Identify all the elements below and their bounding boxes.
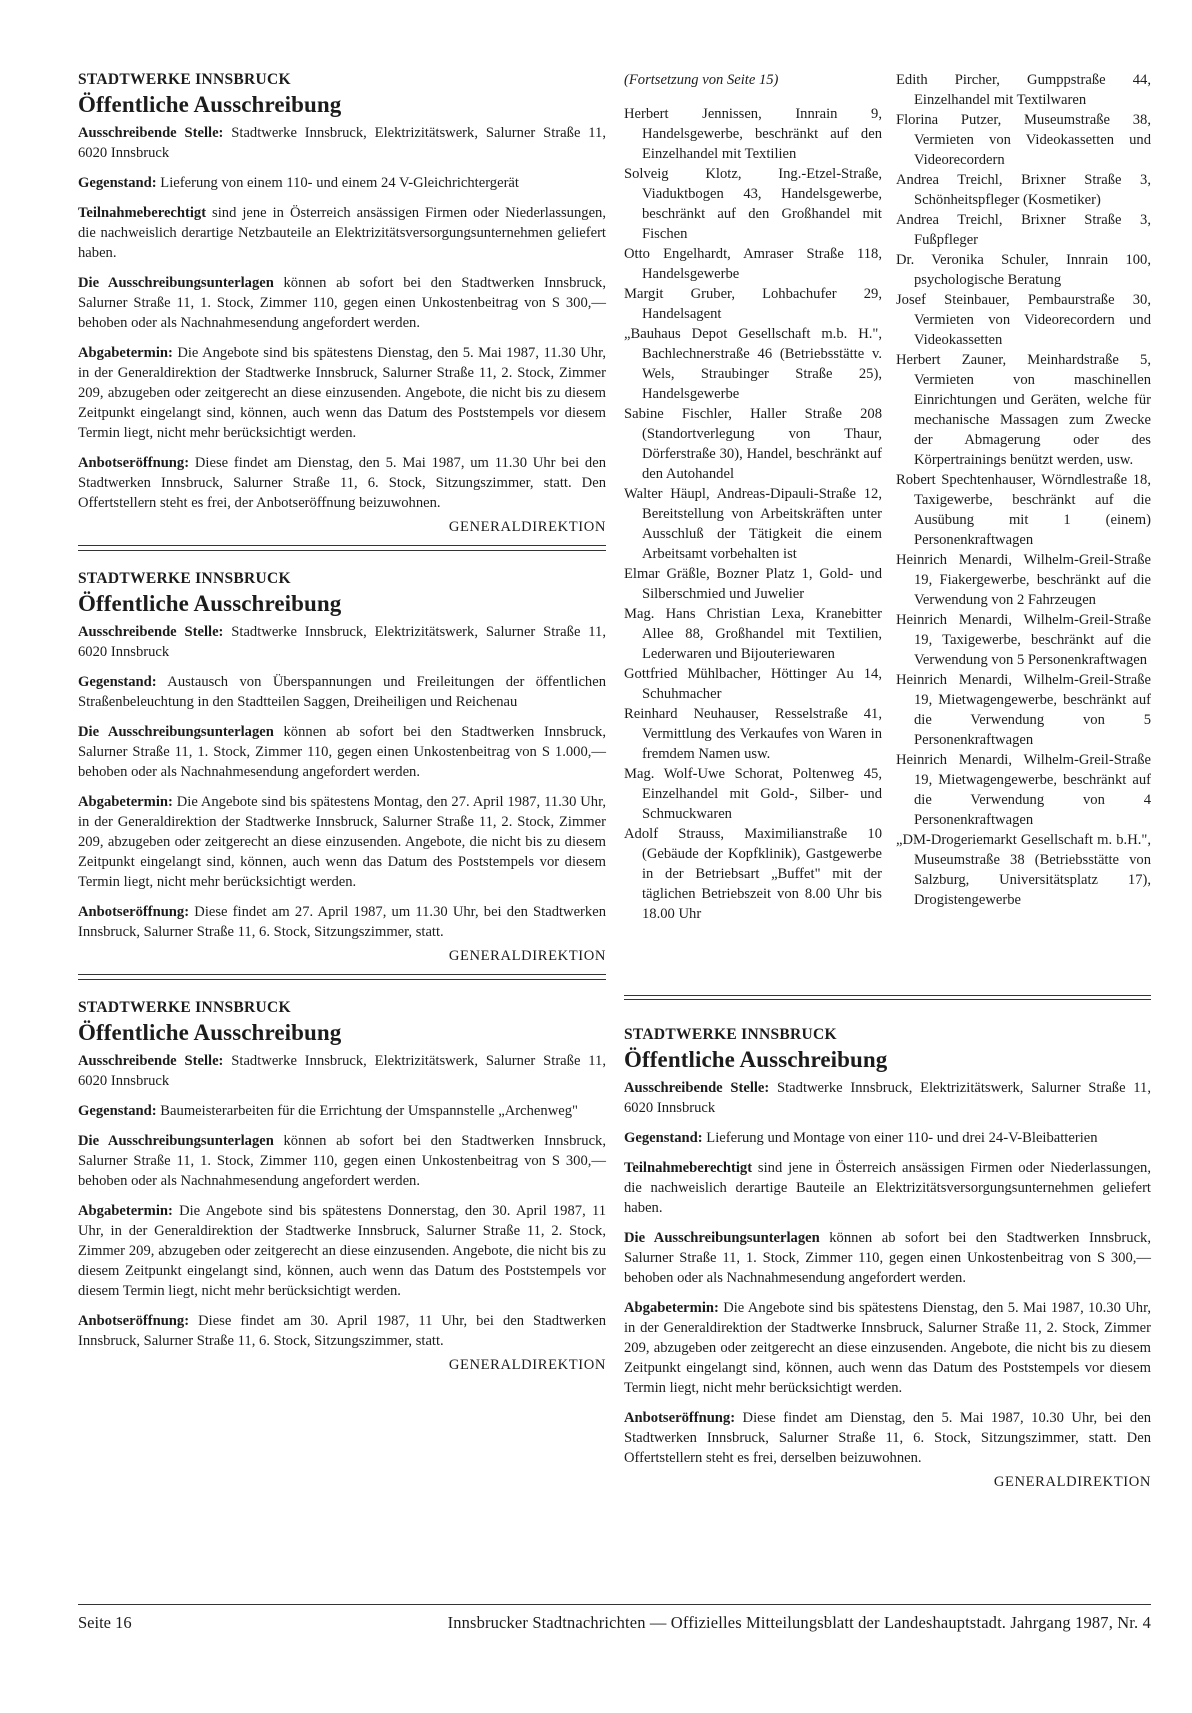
notice-issuer	[78, 622, 606, 662]
tender-notice-1	[78, 70, 606, 551]
label: Abgabetermin:	[78, 345, 173, 361]
label: Abgabetermin:	[78, 1203, 173, 1219]
notice-documents	[78, 1131, 606, 1191]
registration-entry: Otto Engelhardt, Amraser Straße 118, Handelsgewerbe	[624, 246, 882, 282]
text: Diese findet am Dienstag, den 5. Mai 1987, um 11.30 Uhr bei den Stadtwerken Innsbruck, Salurner Straße 11, 6. Stock, Sitzungszimmer, statt. Den Offertstellern steht es frei, der Anbotseröffnung beizuwohnen.	[78, 455, 606, 511]
page-number: Seite 16	[78, 1613, 132, 1632]
text: Stadtwerke Innsbruck, Elektrizitätswerk, Salurner Straße 11, 6020 Innsbruck	[78, 125, 606, 161]
publication-line: Innsbrucker Stadtnachrichten — Offizielles Mitteilungsblatt der Landeshauptstadt. Jahrgang 1987, Nr. 4	[447, 1613, 1151, 1632]
text: Stadtwerke Innsbruck, Elektrizitätswerk, Salurner Straße 11, 6020 Innsbruck	[78, 1053, 606, 1089]
registration-entry: Solveig Klotz, Ing.-Etzel-Straße, Viaduktbogen 43, Handelsgewerbe, beschränkt auf den Großhandel mit Fischen	[624, 166, 882, 242]
text: Baumeisterarbeiten für die Errichtung der Umspannstelle „Archenweg"	[156, 1103, 578, 1119]
registration-entry: Dr. Veronika Schuler, Innrain 100, psychologische Beratung	[896, 252, 1151, 288]
registration-entry: „DM-Drogeriemarkt Gesellschaft m. b.H.", Museumstraße 38 (Betriebsstätte von Salzburg, Universitätsplatz 17), Drogistengewerbe	[896, 832, 1151, 908]
registration-entry: Herbert Jennissen, Innrain 9, Handelsgewerbe, beschränkt auf den Einzelhandel mit Textilien	[624, 106, 882, 162]
text: sind jene in Österreich ansässigen Firmen oder Niederlassungen, die nachweislich derartige Bauteile an Elektrizitätsversorgungsunternehmen geliefert haben.	[624, 1160, 1151, 1216]
double-rule-divider	[78, 974, 606, 980]
registration-entry: Walter Häupl, Andreas-Dipauli-Straße 12, Bereitstellung von Arbeitskräften unter Ausschluß der Tätigkeit die einem Arbeitsamt vorbehalten ist	[624, 486, 882, 562]
notice-title: Öffentliche Ausschreibung	[78, 92, 342, 117]
notice-deadline	[78, 1201, 606, 1301]
text: Lieferung und Montage von einer 110- und drei 24-V-Bleibatterien	[702, 1130, 1098, 1146]
notice-title: Öffentliche Ausschreibung	[78, 1020, 342, 1045]
registration-entry: Adolf Strauss, Maximilianstraße 10 (Gebäude der Kopfklinik), Gastgewerbe in der Betriebsart „Buffet" mit der täglichen Betriebszeit von 8.00 Uhr bis 18.00 Uhr	[624, 826, 882, 922]
notice-opening	[624, 1408, 1151, 1468]
registration-entry: Gottfried Mühlbacher, Höttinger Au 14, Schuhmacher	[624, 666, 882, 702]
text: Die Angebote sind bis spätestens Montag, den 27. April 1987, 11.30 Uhr, in der Generaldirektion der Stadtwerke Innsbruck, Salurner Straße 11, 2. Stock, Zimmer 209, abzugeben oder zeitgerecht an diese einzusenden. Angebote, die nicht bis zu diesem Zeitpunkt eingelangt sind, können, auch wenn das Datum des Poststempels vor diesem Termin liegt, nicht mehr berücksichtigt werden.	[78, 794, 606, 890]
text: Austausch von Überspannungen und Freileitungen der öffentlichen Straßenbeleuchtung in den Stadtteilen Saggen, Dreiheiligen und Reichenau	[78, 674, 606, 710]
notice-organization: STADTWERKE INNSBRUCK	[78, 71, 291, 88]
label: Abgabetermin:	[78, 794, 173, 810]
text: Die Angebote sind bis spätestens Donnerstag, den 30. April 1987, 11 Uhr, in der Generaldirektion der Stadtwerke Innsbruck, Salurner Straße 11, 2. Stock, Zimmer 209, abzugeben oder zeitgerecht an diese einzusenden. Angebote, die nicht bis zu diesem Zeitpunkt eingelangt sind, können, auch wenn das Datum des Poststempels vor diesem Termin liegt, nicht mehr berücksichtigt werden.	[78, 1203, 606, 1299]
registrations-column-2	[896, 70, 1151, 910]
text: Diese findet am 30. April 1987, 11 Uhr, bei den Stadtwerken Innsbruck, Salurner Straße 11, 6. Stock, Sitzungszimmer, statt.	[78, 1313, 606, 1349]
notice-issuer	[78, 1051, 606, 1091]
registration-entry: Heinrich Menardi, Wilhelm-Greil-Straße 19, Fiakergewerbe, beschränkt auf die Verwendung von 2 Fahrzeugen	[896, 552, 1151, 608]
label: Gegenstand:	[78, 175, 157, 191]
label: Teilnahmeberechtigt	[78, 205, 207, 221]
registration-entry: Heinrich Menardi, Wilhelm-Greil-Straße 19, Mietwagengewerbe, beschränkt auf die Verwendung von 4 Personenkraftwagen	[896, 752, 1151, 828]
notice-signature: GENERALDIREKTION	[448, 1357, 606, 1373]
registration-entry: Elmar Gräßle, Bozner Platz 1, Gold- und Silberschmied und Juwelier	[624, 566, 882, 602]
registration-entry: „Bauhaus Depot Gesellschaft m.b. H.", Bachlechnerstraße 46 (Betriebsstätte v. Wels, Straubinger Straße 25), Handelsgewerbe	[624, 326, 882, 402]
label: Gegenstand:	[624, 1130, 703, 1146]
label: Die Ausschreibungsunterlagen	[624, 1230, 820, 1246]
notice-documents	[78, 273, 606, 333]
notice-deadline	[78, 792, 606, 892]
text: Die Angebote sind bis spätestens Dienstag, den 5. Mai 1987, 11.30 Uhr, in der Generaldirektion der Stadtwerke Innsbruck, Salurner Straße 11, 2. Stock, Zimmer 209, abzugeben oder zeitgerecht an diese einzusenden. Angebote, die nicht bis zu diesem Zeitpunkt eingelangt sind, können, auch wenn das Datum des Poststempels vor diesem Termin liegt, nicht mehr berücksichtigt werden.	[78, 345, 606, 441]
tender-notice-2	[78, 569, 606, 980]
registration-entry: Florina Putzer, Museumstraße 38, Vermieten von Videokassetten und Videorecordern	[896, 112, 1151, 168]
label: Gegenstand:	[78, 1103, 157, 1119]
notice-title: Öffentliche Ausschreibung	[624, 1047, 888, 1072]
registration-entry: Heinrich Menardi, Wilhelm-Greil-Straße 19, Taxigewerbe, beschränkt auf die Verwendung von 5 Personenkraftwagen	[896, 612, 1151, 668]
label: Die Ausschreibungsunterlagen	[78, 724, 274, 740]
double-rule-divider	[78, 545, 606, 551]
text: Stadtwerke Innsbruck, Elektrizitätswerk, Salurner Straße 11, 6020 Innsbruck	[624, 1080, 1151, 1116]
registration-entry: Edith Pircher, Gumppstraße 44, Einzelhandel mit Textilwaren	[896, 72, 1151, 108]
notice-deadline	[624, 1298, 1151, 1398]
registration-entry: Andrea Treichl, Brixner Straße 3, Schönheitspfleger (Kosmetiker)	[896, 172, 1151, 208]
continuation-note: (Fortsetzung von Seite 15)	[624, 72, 779, 88]
label: Teilnahmeberechtigt	[624, 1160, 753, 1176]
text: Diese findet am Dienstag, den 5. Mai 1987, 10.30 Uhr, bei den Stadtwerken Innsbruck, Salurner Straße 11, 6. Stock, Sitzungszimmer, statt. Den Offertstellern steht es frei, derselben beizuwohnen.	[624, 1410, 1151, 1466]
registration-entry: Herbert Zauner, Meinhardstraße 5, Vermieten von maschinellen Einrichtungen und Geräten, welche für mechanische Massagen zum Zwecke der Abmagerung oder des Körpertrainings benützt werden, usw.	[896, 352, 1151, 468]
notice-issuer	[78, 123, 606, 163]
notice-signature: GENERALDIREKTION	[448, 519, 606, 535]
registration-entry: Andrea Treichl, Brixner Straße 3, Fußpfleger	[896, 212, 1151, 248]
notice-documents	[624, 1228, 1151, 1288]
label: Die Ausschreibungsunterlagen	[78, 275, 274, 291]
notice-deadline	[78, 343, 606, 443]
text: können ab sofort bei den Stadtwerken Innsbruck, Salurner Straße 11, 1. Stock, Zimmer 110, gegen einen Unkostenbeitrag von S 300,— behoben oder als Nachnahmesendung angefordert werden.	[624, 1230, 1151, 1286]
registration-entry: Margit Gruber, Lohbachufer 29, Handelsagent	[624, 286, 882, 322]
tender-notice-3	[78, 998, 606, 1375]
label: Anbotseröffnung:	[78, 904, 190, 920]
registration-list	[896, 70, 1151, 910]
notice-subject	[624, 1128, 1151, 1148]
notice-eligibility	[624, 1158, 1151, 1218]
notice-opening	[78, 1311, 606, 1351]
label: Anbotseröffnung:	[78, 1313, 190, 1329]
notice-subject	[78, 173, 606, 193]
registration-entry: Heinrich Menardi, Wilhelm-Greil-Straße 19, Mietwagengewerbe, beschränkt auf die Verwendung von 5 Personenkraftwagen	[896, 672, 1151, 748]
text: Stadtwerke Innsbruck, Elektrizitätswerk, Salurner Straße 11, 6020 Innsbruck	[78, 624, 606, 660]
text: Die Angebote sind bis spätestens Dienstag, den 5. Mai 1987, 10.30 Uhr, in der Generaldirektion der Stadtwerke Innsbruck, Salurner Straße 11, 2. Stock, Zimmer 209, abzugeben oder zeitgerecht an diese einzusenden. Angebote, die nicht bis zu diesem Zeitpunkt eingelangt sind, können, auch wenn das Datum des Poststempels vor diesem Termin liegt, nicht mehr berücksichtigt werden.	[624, 1300, 1151, 1396]
tender-notice-4	[624, 1025, 1151, 1492]
notice-opening	[78, 453, 606, 513]
notice-subject	[78, 672, 606, 712]
label: Die Ausschreibungsunterlagen	[78, 1133, 274, 1149]
notice-documents	[78, 722, 606, 782]
text: Lieferung von einem 110- und einem 24 V-Gleichrichtergerät	[156, 175, 519, 191]
registration-entry: Reinhard Neuhauser, Resselstraße 41, Vermittlung des Verkaufes von Waren in fremdem Namen usw.	[624, 706, 882, 762]
notice-issuer	[624, 1078, 1151, 1118]
registration-entry: Robert Spechtenhauser, Wörndlestraße 18, Taxigewerbe, beschränkt auf die Ausübung mit 1 (einem) Personenkraftwagen	[896, 472, 1151, 548]
registration-entry: Josef Steinbauer, Pembaurstraße 30, Vermieten von Videorecordern und Videokassetten	[896, 292, 1151, 348]
left-column	[78, 70, 606, 1375]
label: Ausschreibende Stelle:	[624, 1080, 770, 1096]
text: sind jene in Österreich ansässigen Firmen oder Niederlassungen, die nachweislich derartige Netzbauteile an Elektrizitätsversorgungsunternehmen geliefert haben.	[78, 205, 606, 261]
label: Ausschreibende Stelle:	[78, 125, 224, 141]
registration-entry: Mag. Wolf-Uwe Schorat, Poltenweg 45, Einzelhandel mit Gold-, Silber- und Schmuckwaren	[624, 766, 882, 822]
label: Anbotseröffnung:	[624, 1410, 736, 1426]
notice-eligibility	[78, 203, 606, 263]
label: Abgabetermin:	[624, 1300, 719, 1316]
label: Anbotseröffnung:	[78, 455, 190, 471]
footer-rule	[78, 1604, 1151, 1605]
notice-organization: STADTWERKE INNSBRUCK	[624, 1026, 837, 1043]
registration-entry: Sabine Fischler, Haller Straße 208 (Standortverlegung von Thaur, Dörferstraße 30), Handel, beschränkt auf den Autohandel	[624, 406, 882, 482]
notice-signature: GENERALDIREKTION	[448, 948, 606, 964]
text: können ab sofort bei den Stadtwerken Innsbruck, Salurner Straße 11, 1. Stock, Zimmer 110, gegen einen Unkostenbeitrag von S 300,— behoben oder als Nachnahmesendung angefordert werden.	[78, 1133, 606, 1189]
label: Ausschreibende Stelle:	[78, 1053, 224, 1069]
text: können ab sofort bei den Stadtwerken Innsbruck, Salurner Straße 11, 1. Stock, Zimmer 110, gegen einen Unkostenbeitrag von S 300,— behoben oder als Nachnahmesendung angefordert werden.	[78, 275, 606, 331]
text: Diese findet am 27. April 1987, um 11.30 Uhr, bei den Stadtwerken Innsbruck, Salurner Straße 11, 6. Stock, Sitzungszimmer, statt.	[78, 904, 606, 940]
notice-subject	[78, 1101, 606, 1121]
registrations-column-1	[624, 70, 882, 924]
label: Ausschreibende Stelle:	[78, 624, 224, 640]
registration-entry: Mag. Hans Christian Lexa, Kranebitter Allee 88, Großhandel mit Textilien, Lederwaren und Bijouteriewaren	[624, 606, 882, 662]
notice-signature: GENERALDIREKTION	[993, 1474, 1151, 1490]
label: Gegenstand:	[78, 674, 157, 690]
notice-opening	[78, 902, 606, 942]
notice-organization: STADTWERKE INNSBRUCK	[78, 570, 291, 587]
double-rule-divider	[624, 995, 1151, 1000]
notice-organization: STADTWERKE INNSBRUCK	[78, 999, 291, 1016]
registration-list	[624, 104, 882, 924]
text: können ab sofort bei den Stadtwerken Innsbruck, Salurner Straße 11, 1. Stock, Zimmer 110, gegen einen Unkostenbeitrag von S 1.000,— behoben oder als Nachnahmesendung angefordert werden.	[78, 724, 606, 780]
notice-title: Öffentliche Ausschreibung	[78, 591, 342, 616]
